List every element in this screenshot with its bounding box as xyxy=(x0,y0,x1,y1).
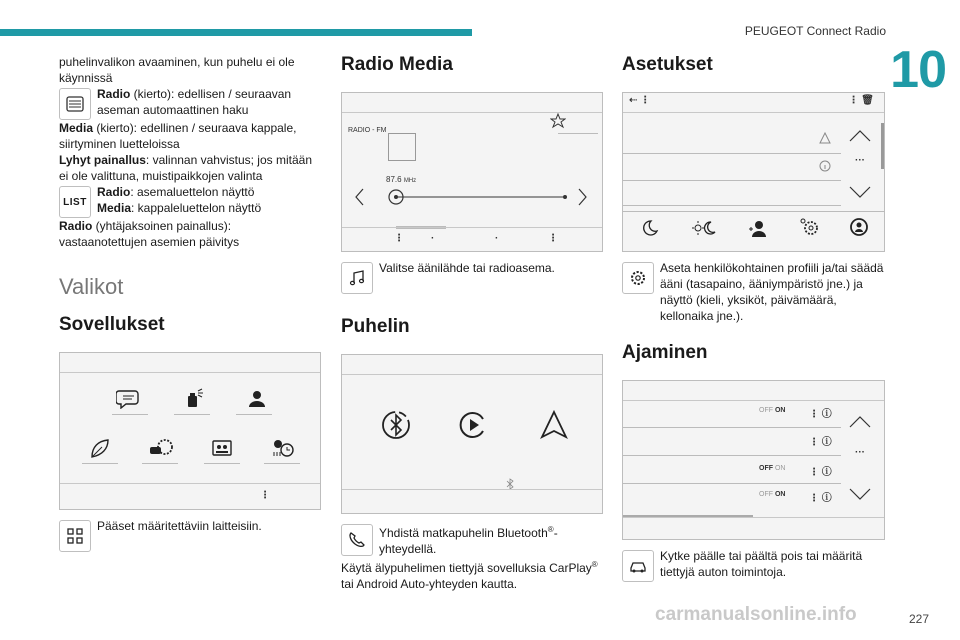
media-text: Media (kierto): edellinen / seuraava kappale, siirtyminen luetteloissa xyxy=(59,121,297,151)
page-number: 227 xyxy=(908,612,929,626)
phone-desc-row: Yhdistä matkapuhelin Bluetooth®-yhteydellä. xyxy=(341,522,603,557)
settings-heading: Asetukset xyxy=(622,54,713,75)
user-profile-icon xyxy=(747,219,767,242)
settings-icon xyxy=(622,262,654,294)
radio-dial-row: Radio (kierto): edellisen / seuraavan aseman automaattinen haku xyxy=(59,86,321,120)
scroll-down-icon[interactable] xyxy=(849,185,871,203)
phone-apps-text: Käytä älypuhelimen tiettyjä sovelluksia CarPlay® tai Android Auto-yhteyden kautta. xyxy=(341,560,598,591)
climate-timer-icon xyxy=(270,437,296,464)
radio-desc-row: Valitse äänilähde tai radioasema. xyxy=(341,260,603,294)
driver-profile-icon xyxy=(246,387,268,414)
driving-heading: Ajaminen xyxy=(622,342,708,363)
phone-handset-icon xyxy=(341,524,373,556)
info-icon xyxy=(819,159,831,177)
radio-screen: RADIO - FM 87.6 MHz ⋮ · · ⋮ xyxy=(341,92,603,252)
chapter-number: 10 xyxy=(890,41,946,99)
watermark: carmanualsonline.info xyxy=(655,604,857,625)
scroll-up-icon[interactable] xyxy=(849,129,871,147)
apps-heading: Sovellukset xyxy=(59,314,165,335)
bluetooth-icon xyxy=(380,409,412,446)
list-icon: LIST xyxy=(59,186,91,218)
scrollbar[interactable] xyxy=(881,123,884,169)
frequency-slider[interactable] xyxy=(384,188,574,211)
radio-media-heading: Radio Media xyxy=(341,54,453,75)
settings-gear-icon xyxy=(799,217,821,242)
sms-bubble-icon xyxy=(116,387,142,414)
eco-leaf-icon xyxy=(88,437,112,464)
android-auto-icon xyxy=(538,409,570,446)
warning-icon xyxy=(819,131,831,149)
brightness-icon xyxy=(691,219,717,242)
next-arrow-icon xyxy=(578,187,588,212)
column-2 xyxy=(341,54,603,592)
vehicle-settings-icon xyxy=(148,437,174,464)
driving-scroll-up-icon[interactable] xyxy=(849,415,871,433)
list-row: LIST Radio: asemaluettelon näyttö Media: kappaleluettelon näyttö xyxy=(59,184,321,218)
apps-desc-row: Pääset määritettäviin laitteisiin. xyxy=(59,518,321,552)
carplay-icon xyxy=(457,409,489,446)
header-accent-bar xyxy=(0,29,472,36)
prev-arrow-icon xyxy=(354,187,364,212)
short-press-text: Lyhyt painallus: valinnan vahvistus; jos mitään ei ole valittuna, muistipaikkojen valinta xyxy=(59,153,312,183)
header-title: PEUGEOT Connect Radio xyxy=(744,24,886,38)
driving-desc-row: Kytke päälle tai päältä pois tai määritä tiettyjä auton toimintoja. xyxy=(622,548,885,582)
car-icon xyxy=(622,550,654,582)
intro-text: puhelinvalikon avaaminen, kun puhelu ei ole käynnissä xyxy=(59,55,295,85)
station-artwork xyxy=(388,133,416,161)
driving-scroll-down-icon[interactable] xyxy=(849,487,871,505)
dial-icon xyxy=(59,88,91,120)
phone-screen xyxy=(341,354,603,514)
air-freshener-icon xyxy=(184,387,206,414)
radio-band-label: RADIO - FM xyxy=(348,127,387,134)
settings-desc-row: Aseta henkilökohtainen profiili ja/tai säädä ääni (tasapaino, ääniympäristö jne.) ja näyttö (kieli, yksiköt, päivämäärä, kellonaika jne.). xyxy=(622,260,885,324)
menus-heading: Valikot xyxy=(59,274,124,299)
music-note-icon xyxy=(341,262,373,294)
privacy-icon xyxy=(849,217,869,242)
long-press-text: Radio (yhtäjaksoinen painallus): vastaanotettujen asemien päivitys xyxy=(59,219,240,249)
phone-heading: Puhelin xyxy=(341,316,410,337)
driving-screen: OFF ON OFF ON OFF ON ⋮ ⓘ ⋮ ⓘ ⋮ ⓘ ⋮ ⓘ ··· xyxy=(622,380,885,540)
night-mode-icon xyxy=(641,219,659,242)
favorite-star-icon xyxy=(550,113,566,134)
settings-screen: ⇠ ⋮ ⋮ 🗑 ··· xyxy=(622,92,885,252)
column-1 xyxy=(59,54,321,552)
column-3 xyxy=(622,54,885,582)
apps-grid-icon xyxy=(59,520,91,552)
apps-screen: ⋮ xyxy=(59,352,321,510)
contacts-card-icon xyxy=(210,437,234,464)
